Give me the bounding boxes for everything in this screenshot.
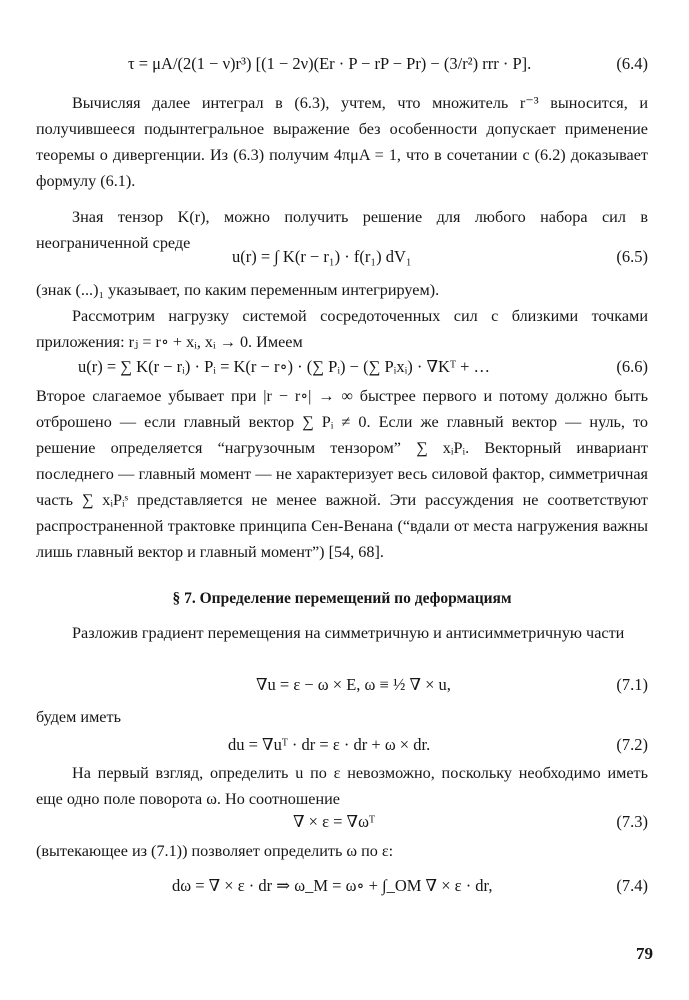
equation-formula: τ = μA/(2(1 − ν)r³) [(1 − 2ν)(Er · P − rP − Pr) − (3/r²) rrr · P]. (128, 54, 532, 73)
equation-formula: du = ∇uᵀ · dr = ε · dr + ω × dr. (228, 735, 431, 754)
equation-formula: ∇ × ε = ∇ωᵀ (293, 812, 375, 831)
equation-7-4 (36, 876, 648, 906)
page-number: 79 (636, 944, 653, 963)
paragraph: Зная тензор K(r), можно получить решение для любого набора сил в неограниченной среде (36, 208, 648, 252)
equation-formula: ∇u = ε − ω × E, ω ≡ ½ ∇ × u, (256, 675, 451, 694)
paragraph: (вытекающее из (7.1)) позволяет определить ω по ε: (36, 842, 394, 860)
paragraph-block (36, 90, 648, 256)
paragraph: будем иметь (36, 708, 121, 726)
equation-number: (6.5) (616, 247, 648, 266)
paragraph-block (36, 704, 648, 730)
paragraph-block (36, 383, 648, 565)
paragraph: На первый взгляд, определить u по ε невозможно, поскольку необходимо иметь еще одно поле поворота ω. Но соотношение (36, 764, 648, 808)
section-heading: § 7. Определение перемещений по деформациям (172, 590, 512, 607)
paragraph-block (36, 277, 648, 355)
equation-formula: u(r) = ∫ K(r − r₁) · f(r₁) dV₁ (232, 247, 412, 266)
equation-7-1 (36, 675, 648, 705)
equation-number: (7.1) (616, 675, 648, 694)
paragraph: (знак (...)₁ указывает, по каким переменным интегрируем). (36, 281, 440, 299)
equation-number: (7.4) (616, 876, 648, 895)
equation-number: (7.3) (616, 812, 648, 831)
equation-formula: dω = ∇ × ε · dr ⇒ ω_M = ω∘ + ∫_OM ∇ × ε · dr, (172, 876, 493, 895)
paragraph: Вычисляя далее интеграл в (6.3), учтем, что множитель r⁻³ выносится, и получившееся подынтегральное выражение без особенности допускает применение теоремы о дивергенции. Из (6.3) получим 4πμA = 1, что в сочетании с (6.2) доказывает формулу (6.1). (36, 94, 648, 190)
paragraph: Разложив градиент перемещения на симметричную и антисимметричную части (72, 624, 625, 642)
paragraph-block (36, 838, 648, 864)
paragraph-block (36, 620, 648, 646)
equation-6-5 (36, 247, 648, 277)
equation-number: (6.6) (616, 357, 648, 376)
paragraph: Рассмотрим нагрузку системой сосредоточенных сил с близкими точками приложения: rⱼ = r∘ + xᵢ, xᵢ → 0. Имеем (36, 307, 648, 351)
equation-number: (7.2) (616, 735, 648, 754)
equation-6-4 (36, 54, 648, 84)
equation-formula: u(r) = ∑ K(r − rᵢ) · Pᵢ = K(r − r∘) · (∑ Pᵢ) − (∑ Pᵢxᵢ) · ∇Kᵀ + … (78, 357, 491, 376)
paragraph-block (36, 760, 648, 812)
paragraph: Второе слагаемое убывает при |r − r∘| → ∞ быстрее первого и потому должно быть отброшено — если главный вектор ∑ Pᵢ ≠ 0. Если же главный вектор — нуль, то решение определяется “нагрузочным тензором” ∑ xᵢPᵢ. Векторный инвариант последнего — главный момент — не характеризует весь силовой фактор, симметричная часть ∑ xᵢPᵢˢ представляется не менее важной. Эти рассуждения не соответствуют распространенной трактовке принципа Сен-Венана (“вдали от места нагружения важны лишь главный вектор и главный момент”) [54, 68]. (36, 387, 648, 561)
equation-number: (6.4) (616, 54, 648, 73)
